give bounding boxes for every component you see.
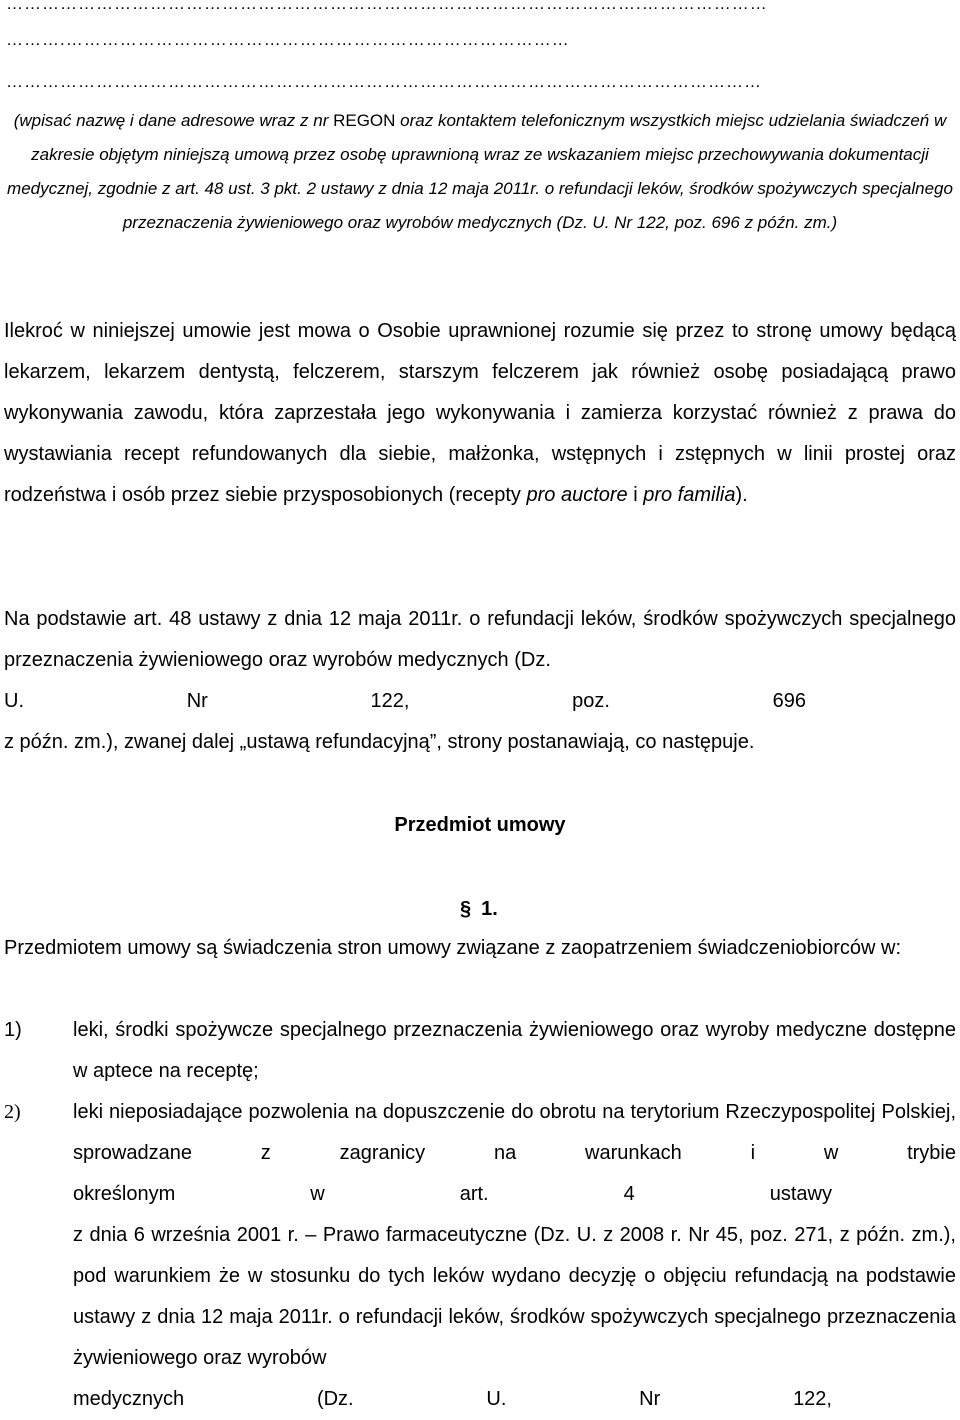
list-item-number: 1) bbox=[4, 1019, 22, 1041]
list-item-word: określonym bbox=[73, 1183, 176, 1205]
list-item-number: 2) bbox=[4, 1101, 21, 1123]
list-item-word: U. bbox=[486, 1388, 507, 1410]
legal-basis-word-1: U. bbox=[4, 690, 24, 712]
legal-basis-word-4: poz. bbox=[572, 690, 610, 712]
legal-basis-line-3: z późn. zm.), zwanej dalej „ustawą refundacyjną”, strony postanawiają, co następuje. bbox=[4, 731, 755, 753]
list-item-text bbox=[73, 1092, 956, 1420]
legal-basis-word-3: 122, bbox=[370, 690, 410, 712]
list-item-line-1: leki nieposiadające pozwolenia na dopuszczenie do obrotu na terytorium Rzeczypospolitej Polskiej, sprowadzane z zagranicy na warunkach i w trybie bbox=[73, 1101, 956, 1164]
intro-text-2: ). bbox=[735, 484, 748, 506]
list-item-word: (Dz. bbox=[316, 1388, 354, 1410]
fill-in-dots-line-2: ……….………………………………………………………………………… bbox=[6, 30, 570, 49]
instruction-note bbox=[4, 104, 956, 240]
list-item bbox=[4, 1092, 956, 1420]
list-item-word: w bbox=[310, 1183, 325, 1205]
list-item-line-2 bbox=[73, 1174, 956, 1215]
note-regon: REGON bbox=[333, 111, 396, 130]
note-part-2: oraz kontaktem telefonicznym wszystkich miejsc udzielania świadczeń w zakresie objętym niniejszą umową przez osobę uprawnioną wraz ze wskazaniem miejsc przechowywania dokumentacji medycznej, zgodnie z art. 48 ust. 3 pkt. 2 ustawy z dnia 12 maja 2011r. o refundacji leków, środków spożywczych specjalnego przeznaczenia żywieniowego oraz wyrobów medycznych (Dz. U. Nr 122, poz. 696 z późn. zm.) bbox=[7, 111, 953, 232]
fill-in-dots-line-3: ……………………………………………………………………………………………………………… bbox=[6, 72, 762, 91]
list-item-word: 122, bbox=[793, 1388, 832, 1410]
intro-pro-familia: pro familia bbox=[643, 484, 736, 506]
intro-pro-auctore: pro auctore bbox=[526, 484, 628, 506]
legal-basis-paragraph bbox=[4, 599, 956, 763]
list-item-word: 4 bbox=[623, 1183, 635, 1205]
fill-in-dots-line-1: …………………………………………………………………………………………….………………… bbox=[6, 0, 768, 13]
list-item-word: medycznych bbox=[73, 1388, 185, 1410]
list-item-text: leki, środki spożywcze specjalnego przeznaczenia żywieniowego oraz wyroby medyczne dostępne w aptece na receptę; bbox=[73, 1019, 956, 1082]
intro-text-1: Ilekroć w niniejszej umowie jest mowa o Osobie uprawnionej rozumie się przez to stronę umowy będącą lekarzem, lekarzem dentystą, felczerem, starszym felczerem jak również osobę posiadającą prawo wykonywania zawodu, która zaprzestała jego wykonywania i zamierza korzystać również z prawa do wystawiania recept refundowanych dla siebie, małżonka, wstępnych i zstępnych w linii prostej oraz rodzeństwa i osób przez siebie przysposobionych (recepty bbox=[4, 320, 956, 506]
list-item-word: ustawy bbox=[769, 1183, 832, 1205]
section-heading: Przedmiot umowy bbox=[394, 814, 566, 836]
list-item-line-3: z dnia 6 września 2001 r. – Prawo farmaceutyczne (Dz. U. z 2008 r. Nr 45, poz. 271, z późn. zm.), pod warunkiem że w stosunku do tych leków wydano decyzję o objęciu refundacją na podstawie ustawy z dnia 12 maja 2011r. o refundacji leków, środków spożywczych specjalnego przeznaczenia żywieniowego oraz wyrobów bbox=[73, 1224, 956, 1369]
intro-and: i bbox=[627, 484, 644, 506]
list-item bbox=[4, 1010, 956, 1092]
intro-paragraph bbox=[4, 311, 956, 516]
subject-paragraph: Przedmiotem umowy są świadczenia stron umowy związane z zaopatrzeniem świadczeniobiorców w: bbox=[4, 937, 902, 959]
legal-basis-word-2: Nr bbox=[186, 690, 208, 712]
legal-basis-word-5: 696 bbox=[772, 690, 806, 712]
section-sign: § bbox=[460, 898, 472, 920]
legal-basis-line-1: Na podstawie art. 48 ustawy z dnia 12 maja 2011r. o refundacji leków, środków spożywczych specjalnego przeznaczenia żywieniowego oraz wyrobów medycznych (Dz. bbox=[4, 608, 956, 671]
legal-basis-line-2 bbox=[4, 681, 956, 722]
list-item-word: Nr bbox=[639, 1388, 661, 1410]
list-item-word: art. bbox=[459, 1183, 489, 1205]
note-part-1: (wpisać nazwę i dane adresowe wraz z nr bbox=[13, 111, 334, 130]
section-number bbox=[460, 894, 540, 924]
section-number-text: 1. bbox=[481, 898, 498, 920]
list-item-line-4 bbox=[73, 1379, 956, 1420]
